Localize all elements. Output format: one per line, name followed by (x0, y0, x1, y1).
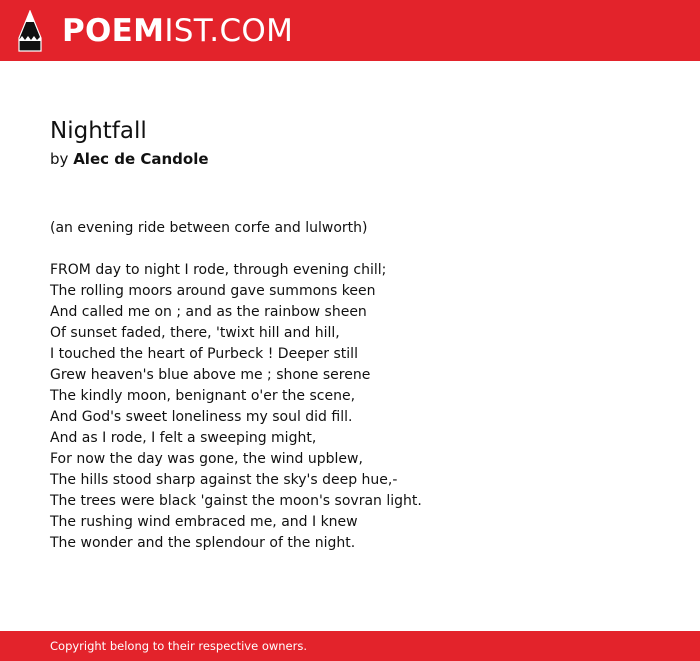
poem-line: The wonder and the splendour of the night. (50, 535, 356, 551)
poem-line: And called me on ; and as the rainbow sheen (50, 304, 367, 320)
poem-line: And God's sweet loneliness my soul did fill. (50, 409, 353, 425)
brand-strong-text: POEM (62, 13, 165, 49)
poem-line: The rushing wind embraced me, and I knew (50, 514, 358, 530)
poem-line: Of sunset faded, there, 'twixt hill and hill, (50, 325, 340, 341)
poem-line: And as I rode, I felt a sweeping might, (50, 430, 317, 446)
poem-byline (50, 149, 209, 169)
poem-line: The hills stood sharp against the sky's deep hue,- (50, 472, 398, 488)
poem-line: For now the day was gone, the wind upblew, (50, 451, 363, 467)
site-logo[interactable] (62, 13, 293, 49)
poem-line: The kindly moon, benignant o'er the scene, (50, 388, 356, 404)
brand-light-text: IST.COM (164, 13, 294, 49)
poem-line: I touched the heart of Purbeck ! Deeper still (50, 346, 358, 362)
poem-line: Grew heaven's blue above me ; shone serene (50, 367, 371, 383)
copyright-text: Copyright belong to their respective owners. (50, 639, 308, 653)
site-footer (0, 631, 700, 661)
byline-prefix: by (50, 150, 69, 168)
poem-body (50, 218, 670, 554)
poem-line: The rolling moors around gave summons keen (50, 283, 376, 299)
poem-title: Nightfall (50, 118, 147, 144)
poem-subtitle: (an evening ride between corfe and lulworth) (50, 220, 368, 236)
site-header (0, 0, 700, 61)
pencil-tip-icon[interactable] (18, 10, 42, 52)
poem-author: Alec de Candole (73, 150, 209, 168)
poem-line: The trees were black 'gainst the moon's sovran light. (50, 493, 422, 509)
poem-line: FROM day to night I rode, through evening chill; (50, 262, 387, 278)
